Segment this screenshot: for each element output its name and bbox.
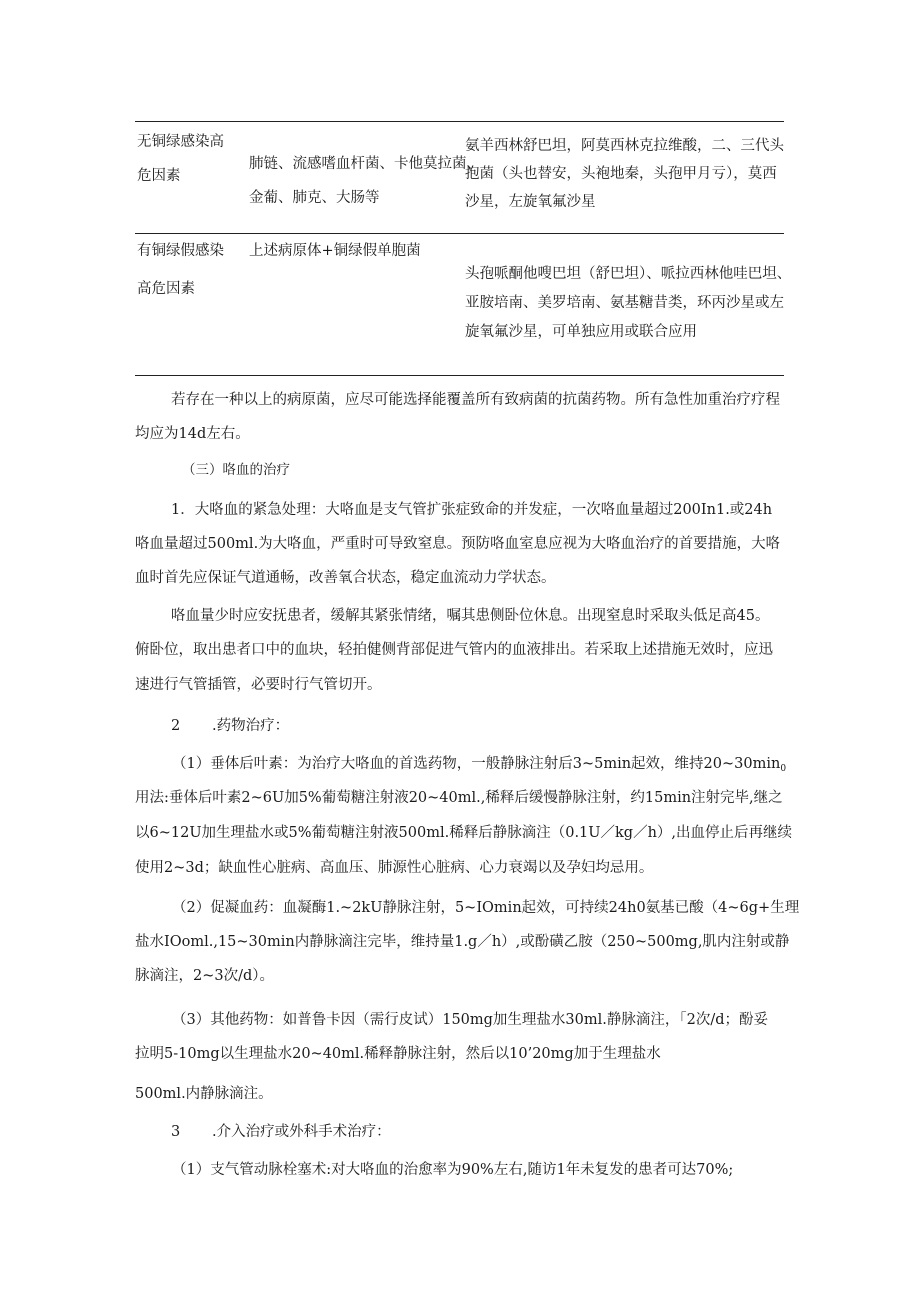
list-heading: .介入治疗或外科手术治疗： xyxy=(212,1124,391,1140)
table-top-rule xyxy=(135,121,784,122)
para-text: 速进行气管插管，必要时行气管切开。 xyxy=(135,677,382,693)
table-row-divider xyxy=(135,233,784,234)
para-text: 若存在一种以上的病原菌，应尽可能选择能覆盖所有致病菌的抗菌药物。所有急性加重治疗疗程 xyxy=(171,392,780,408)
list-heading: .药物治疗： xyxy=(212,718,290,734)
para-text: 盐水IOoml.,15~30min内静脉滴注完毕，维持量1.g／h）,或酚磺乙胺（250~500mg,肌内注射或静 xyxy=(135,934,790,950)
para-text: 脉滴注，2~3次/d）。 xyxy=(135,968,275,984)
table-cell-drugs-1: 氨羊西林舒巴坦，阿莫西林克拉维酸，二、三代头 抱菌（头也替安，头袍地秦，头孢甲月亏），莫西 沙星，左旋氧氟沙星 xyxy=(465,138,784,210)
list-number: 3 xyxy=(171,1124,181,1140)
list-number: 2 xyxy=(171,718,181,734)
para-text: 拉明5-10mg以生理盐水20~40ml.稀释静脉注射，然后以10’20mg加于生理盐水 xyxy=(135,1046,661,1062)
para-text: （1）垂体后叶素：为治疗大咯血的首选药物，一般静脉注射后3~5min起效，维持$20\sim 30\min_0$ xyxy=(172,756,787,774)
para-text: 500ml.内静脉滴注。 xyxy=(135,1086,273,1102)
para-text: 使用2~3d；缺血性心脏病、高血压、肺源性心脏病、心力衰竭以及孕妇均忌用。 xyxy=(135,860,654,876)
para-text: 血时首先应保证气道通畅，改善氧合状态，稳定血流动力学状态。 xyxy=(135,570,556,586)
para-text: 咯血量超过500ml.为大咯血，严重时可导致窒息。预防咯血室息应视为大咯血治疗的首要措施，大咯 xyxy=(135,536,781,552)
table-cell-condition-2: 有铜绿假感染 高危因素 xyxy=(137,243,224,297)
para-text: （3）其他药物：如普鲁卡因（需行皮试）150mg加生理盐水30ml.静脉滴注，「2次/d；酚妥 xyxy=(172,1012,769,1028)
para-text: 以6~12U加生理盐水或5%葡萄糖注射液500ml.稀释后静脉滴注（0.1U／kg／h）,出血停止后再继续 xyxy=(135,825,793,841)
table-cell-drugs-2: 头孢哌酮他嗖巴坦（舒巴坦）、哌拉西林他哇巴坦、 亚胺培南、美罗培南、氨基糖昔类，环丙沙星或左 旋氧氟沙星，可单独应用或联合应用 xyxy=(465,266,792,340)
para-text: 咯血量少时应安抚患者，缓解其紧张情绪，嘱其患侧卧位休息。出现窒息时采取头低足高45。 xyxy=(171,608,770,624)
section-heading: （三）咯血的治疗 xyxy=(182,462,290,478)
table-cell-pathogens-2: 上述病原体+铜绿假单胞菌 xyxy=(249,243,421,259)
para-text: 均应为14d左右。 xyxy=(135,426,250,442)
table-bottom-rule xyxy=(135,375,784,376)
para-text: （1）支气管动脉栓塞术:对大咯血的治愈率为90%左右,随访1年未复发的患者可达70%; xyxy=(172,1162,734,1178)
table-cell-pathogens-1: 肺链、流感嗜血杆菌、卡他莫拉菌、 金葡、肺克、大肠等 xyxy=(249,156,481,206)
table-cell-condition-1: 无铜绿感染高 危因素 xyxy=(137,134,224,184)
para-text: （2）促凝血药：血凝酶1.~2kU静脉注射，5~IOmin起效，可持续24h0氨基已酸（4~6g+生理 xyxy=(172,900,800,916)
para-text: 俯卧位，取出患者口中的血块，轻拍健侧背部促进气管内的血液排出。若采取上述措施无效时，应迅 xyxy=(135,642,773,658)
para-text: 用法:垂体后叶素2~6U加5%葡萄糖注射液20~40ml.,稀释后缓慢静脉注射，约15min注射完毕,继之 xyxy=(135,790,783,806)
para-text: 1．大咯血的紧急处理：大咯血是支气管扩张症致命的并发症，一次咯血量超过200In1.或24h xyxy=(171,502,773,518)
